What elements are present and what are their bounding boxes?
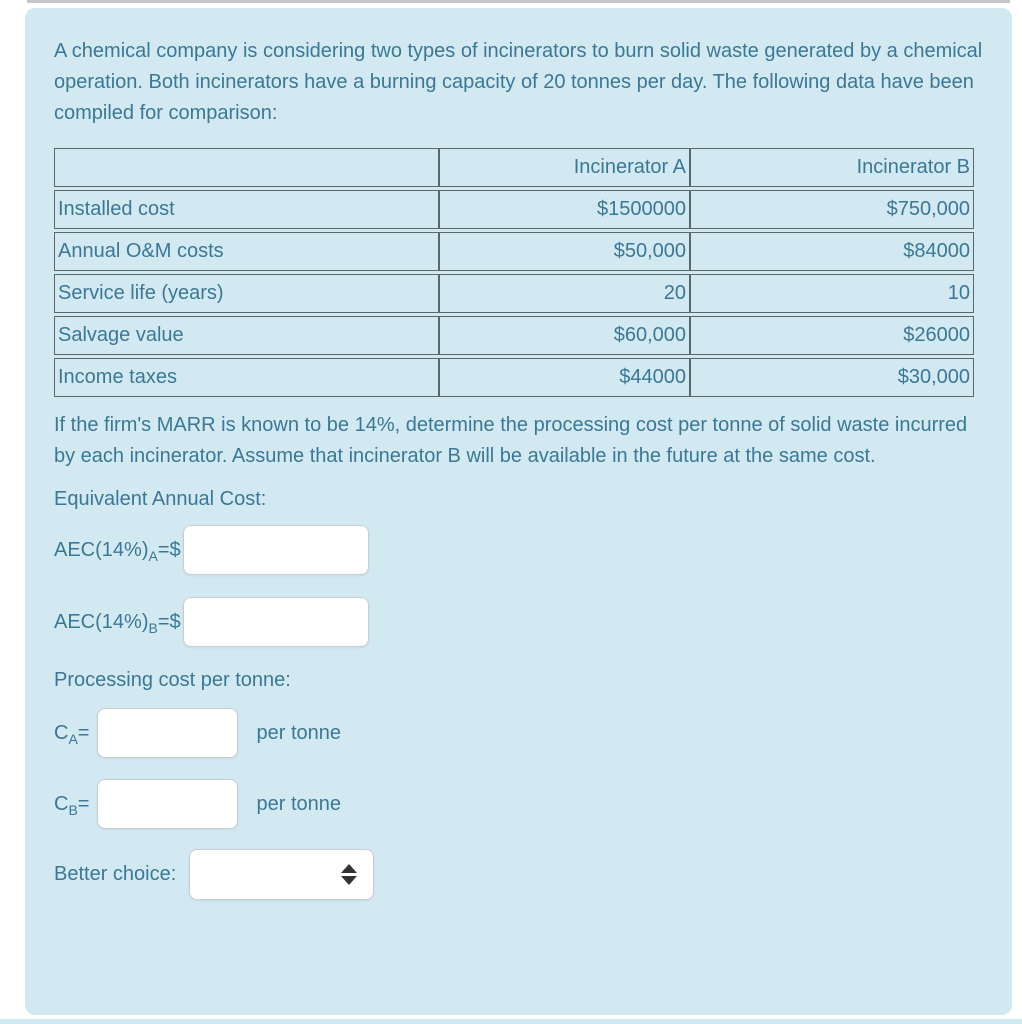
better-choice-row	[54, 849, 988, 900]
row-label: Installed cost	[54, 190, 439, 229]
cost-a-row	[54, 708, 988, 758]
cost-b-label-base: C	[54, 792, 69, 815]
row-label: Annual O&M costs	[54, 232, 439, 271]
cost-a-label	[54, 722, 89, 745]
value-b: 10	[690, 274, 974, 313]
comparison-table	[54, 145, 974, 400]
aec-b-label-eq: =$	[157, 610, 181, 633]
value-a: $1500000	[439, 190, 690, 229]
value-b: $750,000	[690, 190, 974, 229]
table-row	[54, 358, 974, 397]
question-card	[25, 8, 1012, 1015]
cost-b-input[interactable]	[97, 779, 238, 829]
table-row	[54, 232, 974, 271]
cost-b-label-sub: B	[68, 801, 78, 818]
table-corner-cell	[54, 148, 439, 187]
value-a: 20	[439, 274, 690, 313]
cost-b-label-eq: =	[77, 792, 90, 815]
cost-a-unit: per tonne	[256, 721, 341, 744]
table-header-row	[54, 148, 974, 187]
aec-b-input[interactable]	[183, 597, 369, 647]
question-text: If the firm's MARR is known to be 14%, determine the processing cost per tonne of solid waste incurred by each incinerator. Assume that incinerator B will be available in the future at the same cost.	[54, 414, 968, 467]
row-label: Service life (years)	[54, 274, 439, 313]
value-a: $60,000	[439, 316, 690, 355]
table-row	[54, 190, 974, 229]
arrow-up-icon	[341, 864, 357, 873]
cost-a-label-eq: =	[77, 721, 90, 744]
cost-a-label-sub: A	[68, 730, 78, 747]
eac-section-label: Equivalent Annual Cost:	[54, 488, 267, 510]
problem-statement: A chemical company is considering two types of incinerators to burn solid waste generated by a chemical operation. Both incinerators have a burning capacity of 20 tonnes per day. The following data have been compiled for comparison:	[54, 40, 983, 124]
better-choice-select[interactable]	[189, 849, 374, 900]
aec-a-label-eq: =$	[157, 538, 181, 561]
arrow-down-icon	[341, 876, 357, 885]
cost-b-unit: per tonne	[256, 792, 341, 815]
next-card-edge	[0, 1019, 1022, 1024]
value-a: $50,000	[439, 232, 690, 271]
table-row	[54, 274, 974, 313]
aec-a-label-base: AEC(14%)	[54, 538, 149, 561]
aec-a-label	[54, 539, 181, 562]
row-label: Income taxes	[54, 358, 439, 397]
cost-a-input[interactable]	[97, 708, 238, 758]
top-divider	[27, 0, 1010, 3]
cost-b-label	[54, 793, 89, 816]
aec-b-row	[54, 597, 988, 647]
processing-section-label: Processing cost per tonne:	[54, 669, 291, 691]
aec-b-label-base: AEC(14%)	[54, 610, 149, 633]
aec-a-row	[54, 525, 988, 575]
aec-b-label-sub: B	[148, 619, 158, 636]
table-header-incinerator-a: Incinerator A	[439, 148, 690, 187]
row-label: Salvage value	[54, 316, 439, 355]
aec-a-label-sub: A	[148, 547, 158, 564]
select-arrows-icon	[341, 864, 357, 885]
aec-a-input[interactable]	[183, 525, 369, 575]
value-b: $84000	[690, 232, 974, 271]
table-header-incinerator-b: Incinerator B	[690, 148, 974, 187]
value-b: $26000	[690, 316, 974, 355]
value-a: $44000	[439, 358, 690, 397]
cost-b-row	[54, 779, 988, 829]
better-choice-label: Better choice:	[54, 863, 177, 885]
aec-b-label	[54, 611, 181, 634]
cost-a-label-base: C	[54, 721, 69, 744]
value-b: $30,000	[690, 358, 974, 397]
table-row	[54, 316, 974, 355]
